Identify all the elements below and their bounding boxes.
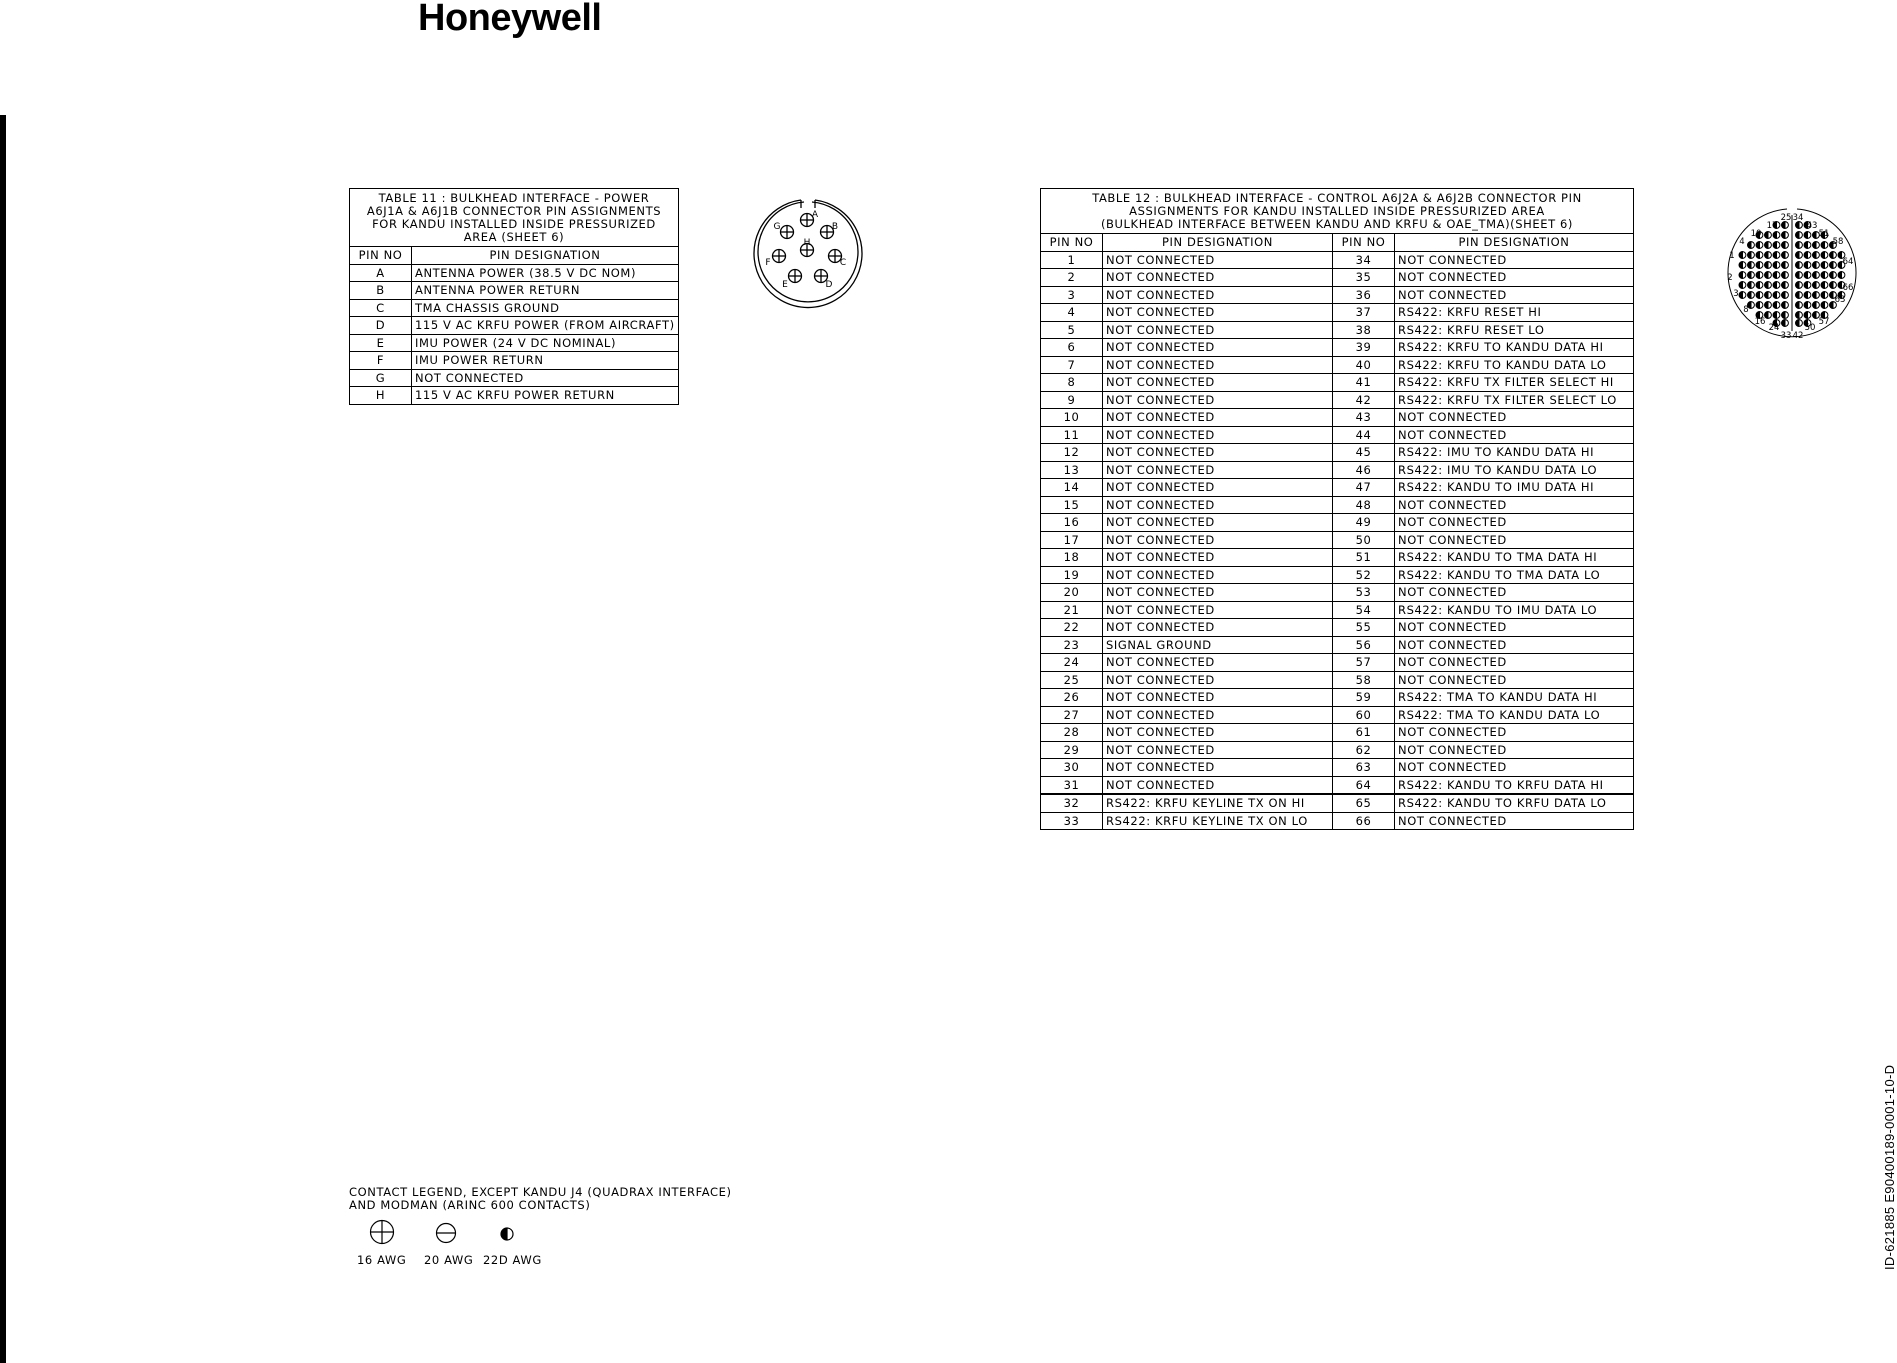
table-11-title: TABLE 11 : BULKHEAD INTERFACE - POWER A6J1A & A6J1B CONNECTOR PIN ASSIGNMENTS FOR KANDU INSTALLED INSIDE PRESSURIZED AREA (SHEET 6)	[350, 189, 679, 247]
pin-number: 50	[1333, 531, 1395, 549]
connector-pin	[789, 270, 802, 283]
table-row	[1041, 812, 1634, 830]
pin-number: 43	[1333, 409, 1395, 427]
pin-designation: ANTENNA POWER RETURN	[412, 282, 679, 300]
pin-label: 2	[1727, 273, 1733, 283]
pin-designation: NOT CONNECTED	[1395, 671, 1634, 689]
legend-label-16awg: 16 AWG	[357, 1253, 407, 1267]
pin-label: 16	[1754, 317, 1766, 327]
connector-key	[801, 200, 815, 208]
pin-label: 3	[1733, 289, 1739, 299]
table-row	[1041, 601, 1634, 619]
pin-designation: NOT CONNECTED	[1395, 409, 1634, 427]
circle-cross-icon	[369, 1219, 395, 1245]
pin-number: D	[350, 317, 412, 335]
pin-designation: 115 V AC KRFU POWER (FROM AIRCRAFT)	[412, 317, 679, 335]
pin-number: 27	[1041, 706, 1103, 724]
pin-number: 12	[1041, 444, 1103, 462]
pin-number: G	[350, 369, 412, 387]
table-11-power-pins	[349, 188, 679, 405]
table-row	[1041, 706, 1634, 724]
pin-designation: NOT CONNECTED	[1103, 549, 1333, 567]
pin-designation: RS422: KRFU KEYLINE TX ON LO	[1103, 812, 1333, 830]
pin-number: 13	[1041, 461, 1103, 479]
table-row	[1041, 339, 1634, 357]
pin-designation: SIGNAL GROUND	[1103, 636, 1333, 654]
pin-label: 33	[1780, 331, 1792, 341]
pin-designation: NOT CONNECTED	[1395, 584, 1634, 602]
table-row	[350, 264, 679, 282]
pin-number: H	[350, 387, 412, 405]
table-row	[1041, 654, 1634, 672]
pin-number: 44	[1333, 426, 1395, 444]
pin-designation: NOT CONNECTED	[1103, 654, 1333, 672]
table-row	[1041, 514, 1634, 532]
pin-label: 66	[1842, 283, 1854, 293]
pin-designation: NOT CONNECTED	[1103, 531, 1333, 549]
pin-label: 34	[1792, 213, 1804, 223]
column-header-pin-designation: PIN DESIGNATION	[1103, 234, 1333, 252]
pin-label: 58	[1832, 237, 1844, 247]
pin-label: 25	[1780, 213, 1792, 223]
pin-designation: NOT CONNECTED	[1103, 409, 1333, 427]
table-row	[1041, 461, 1634, 479]
pin-number: 7	[1041, 356, 1103, 374]
pin-number: 55	[1333, 619, 1395, 637]
pin-designation: RS422: KANDU TO IMU DATA LO	[1395, 601, 1634, 619]
table-row	[1041, 426, 1634, 444]
pin-designation: NOT CONNECTED	[1395, 741, 1634, 759]
pin-number: 47	[1333, 479, 1395, 497]
pin-number: 19	[1041, 566, 1103, 584]
pin-designation: NOT CONNECTED	[1103, 269, 1333, 287]
pin-label: 63	[1834, 295, 1846, 305]
legend-label-20awg: 20 AWG	[424, 1253, 474, 1267]
pin-designation: RS422: KRFU RESET HI	[1395, 304, 1634, 322]
table-row	[350, 369, 679, 387]
pin-label: 4	[1739, 237, 1745, 247]
connector-8-pin-diagram	[742, 186, 882, 316]
table-row	[1041, 584, 1634, 602]
pin-number: 61	[1333, 724, 1395, 742]
pin-designation: RS422: KANDU TO KRFU DATA LO	[1395, 794, 1634, 812]
pin-designation: RS422: KANDU TO IMU DATA HI	[1395, 479, 1634, 497]
pin-designation: NOT CONNECTED	[1103, 304, 1333, 322]
pin-number: 31	[1041, 776, 1103, 794]
pin-designation: NOT CONNECTED	[1395, 812, 1634, 830]
pin-designation: NOT CONNECTED	[412, 369, 679, 387]
pin-designation: RS422: IMU TO KANDU DATA LO	[1395, 461, 1634, 479]
pin-number: 49	[1333, 514, 1395, 532]
pin-designation: NOT CONNECTED	[1103, 444, 1333, 462]
pin-designation: NOT CONNECTED	[1395, 286, 1634, 304]
pin-number: 58	[1333, 671, 1395, 689]
pin-number: 34	[1333, 251, 1395, 269]
table-row	[1041, 496, 1634, 514]
pin-number: A	[350, 264, 412, 282]
pin-designation: NOT CONNECTED	[1395, 269, 1634, 287]
pin-designation: NOT CONNECTED	[1103, 356, 1333, 374]
pin-number: 5	[1041, 321, 1103, 339]
pin-designation: RS422: TMA TO KANDU DATA LO	[1395, 706, 1634, 724]
pin-number: 16	[1041, 514, 1103, 532]
pin-label: C	[839, 258, 847, 268]
column-header-pin-no: PIN NO	[350, 247, 412, 265]
pin-designation: RS422: KANDU TO TMA DATA LO	[1395, 566, 1634, 584]
pin-number: 35	[1333, 269, 1395, 287]
pin-label: F	[765, 258, 771, 268]
pin-number: 48	[1333, 496, 1395, 514]
table-row	[1041, 391, 1634, 409]
pin-number: 26	[1041, 689, 1103, 707]
pin-label: A	[811, 210, 819, 220]
pin-designation: NOT CONNECTED	[1103, 741, 1333, 759]
table-row	[1041, 374, 1634, 392]
pin-designation: NOT CONNECTED	[1103, 689, 1333, 707]
pin-number: 4	[1041, 304, 1103, 322]
pin-designation: IMU POWER (24 V DC NOMINAL)	[412, 334, 679, 352]
pin-label: 64	[1842, 257, 1854, 267]
pin-designation: NOT CONNECTED	[1103, 776, 1333, 794]
pin-number: 40	[1333, 356, 1395, 374]
pin-designation: NOT CONNECTED	[1103, 286, 1333, 304]
pin-designation: 115 V AC KRFU POWER RETURN	[412, 387, 679, 405]
table-row	[350, 352, 679, 370]
pin-number: 57	[1333, 654, 1395, 672]
pin-designation: NOT CONNECTED	[1395, 531, 1634, 549]
pin-designation: NOT CONNECTED	[1395, 636, 1634, 654]
table-row	[1041, 251, 1634, 269]
table-row	[1041, 759, 1634, 777]
pin-number: 64	[1333, 776, 1395, 794]
pin-label: B	[831, 222, 839, 232]
pin-label: 17	[1766, 221, 1778, 231]
contact-legend: CONTACT LEGEND, EXCEPT KANDU J4 (QUADRAX INTERFACE) AND MODMAN (ARINC 600 CONTACTS)	[349, 1185, 732, 1212]
pin-number: 39	[1333, 339, 1395, 357]
pin-designation: IMU POWER RETURN	[412, 352, 679, 370]
table-row	[1041, 619, 1634, 637]
document-id: ID-621885 E90400189-0001-10-D	[1882, 1064, 1897, 1270]
pin-designation: RS422: KANDU TO KRFU DATA HI	[1395, 776, 1634, 794]
pin-designation: NOT CONNECTED	[1103, 759, 1333, 777]
pin-designation: RS422: KRFU RESET LO	[1395, 321, 1634, 339]
pin-number: 38	[1333, 321, 1395, 339]
pin-number: 46	[1333, 461, 1395, 479]
pin-number: F	[350, 352, 412, 370]
pin-label: 57	[1818, 317, 1830, 327]
pin-number: 54	[1333, 601, 1395, 619]
page-left-border	[0, 115, 6, 1363]
table-row	[350, 282, 679, 300]
column-header-pin-no: PIN NO	[1041, 234, 1103, 252]
pin-number: 11	[1041, 426, 1103, 444]
table-row	[1041, 776, 1634, 794]
pin-designation: RS422: KRFU TO KANDU DATA LO	[1395, 356, 1634, 374]
table-row	[350, 387, 679, 405]
pin-number: 32	[1041, 794, 1103, 812]
table-row	[1041, 479, 1634, 497]
pin-number: 45	[1333, 444, 1395, 462]
connector-inner-ring	[758, 202, 858, 302]
pin-number: 41	[1333, 374, 1395, 392]
pin-designation: RS422: TMA TO KANDU DATA HI	[1395, 689, 1634, 707]
pin-number: E	[350, 334, 412, 352]
table-row	[1041, 321, 1634, 339]
pin-number: 53	[1333, 584, 1395, 602]
table-12-title: TABLE 12 : BULKHEAD INTERFACE - CONTROL A6J2A & A6J2B CONNECTOR PIN ASSIGNMENTS FOR KANDU INSTALLED INSIDE PRESSURIZED AREA (BULKHEAD INTERFACE BETWEEN KANDU AND KRFU & OAE_TMA)(SHEET 6)	[1041, 189, 1634, 234]
connector-pin	[773, 250, 786, 263]
pin-number: 23	[1041, 636, 1103, 654]
pin-number: 18	[1041, 549, 1103, 567]
pin-number: 14	[1041, 479, 1103, 497]
pin-designation: NOT CONNECTED	[1103, 584, 1333, 602]
pin-designation: NOT CONNECTED	[1103, 706, 1333, 724]
honeywell-logo: Honeywell	[418, 0, 602, 39]
pin-number: 20	[1041, 584, 1103, 602]
circle-bar-icon	[435, 1222, 457, 1244]
pin-number: 10	[1041, 409, 1103, 427]
table-row	[1041, 794, 1634, 812]
pin-designation: NOT CONNECTED	[1103, 671, 1333, 689]
table-row	[1041, 724, 1634, 742]
table-row	[350, 334, 679, 352]
pin-label: 43	[1806, 221, 1818, 231]
pin-designation: NOT CONNECTED	[1103, 724, 1333, 742]
pin-label: D	[825, 280, 833, 290]
table-row	[1041, 636, 1634, 654]
pin-label: 8	[1743, 305, 1749, 315]
pin-designation: NOT CONNECTED	[1103, 496, 1333, 514]
pin-designation: NOT CONNECTED	[1103, 514, 1333, 532]
pin-number: 56	[1333, 636, 1395, 654]
pin-designation: RS422: KRFU TX FILTER SELECT LO	[1395, 391, 1634, 409]
table-row	[1041, 531, 1634, 549]
pin-number: 65	[1333, 794, 1395, 812]
table-row	[1041, 286, 1634, 304]
pin-number: 33	[1041, 812, 1103, 830]
table-row	[1041, 356, 1634, 374]
pin-designation: RS422: KRFU KEYLINE TX ON HI	[1103, 794, 1333, 812]
pin-designation: NOT CONNECTED	[1103, 391, 1333, 409]
pin-designation: NOT CONNECTED	[1395, 759, 1634, 777]
table-row	[1041, 741, 1634, 759]
pin-designation: NOT CONNECTED	[1395, 514, 1634, 532]
pin-number: 8	[1041, 374, 1103, 392]
table-row	[1041, 671, 1634, 689]
pin-label: G	[773, 222, 781, 232]
pin-label: 10	[1750, 229, 1762, 239]
pin-number: 29	[1041, 741, 1103, 759]
pin-designation: NOT CONNECTED	[1103, 479, 1333, 497]
connector-pin	[781, 226, 794, 239]
pin-label: 42	[1792, 331, 1804, 341]
column-header-pin-designation: PIN DESIGNATION	[412, 247, 679, 265]
pin-designation: NOT CONNECTED	[1103, 374, 1333, 392]
pin-number: 62	[1333, 741, 1395, 759]
pin-designation: RS422: KRFU TX FILTER SELECT HI	[1395, 374, 1634, 392]
table-row	[1041, 549, 1634, 567]
column-header-pin-no-2: PIN NO	[1333, 234, 1395, 252]
pin-designation: NOT CONNECTED	[1103, 321, 1333, 339]
pin-number: 28	[1041, 724, 1103, 742]
column-header-pin-designation-2: PIN DESIGNATION	[1395, 234, 1634, 252]
pin-designation: NOT CONNECTED	[1395, 724, 1634, 742]
connector-66-pin-diagram	[1712, 198, 1872, 348]
pin-label: 51	[1818, 229, 1830, 239]
pin-number: 2	[1041, 269, 1103, 287]
circle-half-icon	[499, 1226, 515, 1242]
pin-designation: RS422: IMU TO KANDU DATA HI	[1395, 444, 1634, 462]
pin-designation: NOT CONNECTED	[1103, 619, 1333, 637]
pin-number: 37	[1333, 304, 1395, 322]
pin-number: 1	[1041, 251, 1103, 269]
pin-number: 25	[1041, 671, 1103, 689]
table-12-control-pins	[1040, 188, 1634, 830]
pin-number: C	[350, 299, 412, 317]
connector-shell	[754, 200, 862, 308]
pin-number: 22	[1041, 619, 1103, 637]
pin-designation: RS422: KRFU TO KANDU DATA HI	[1395, 339, 1634, 357]
pin-designation: NOT CONNECTED	[1395, 654, 1634, 672]
pin-number: 52	[1333, 566, 1395, 584]
pin-designation: NOT CONNECTED	[1103, 426, 1333, 444]
table-row	[1041, 304, 1634, 322]
pin-number: B	[350, 282, 412, 300]
pin-number: 60	[1333, 706, 1395, 724]
table-row	[1041, 566, 1634, 584]
pin-number: 6	[1041, 339, 1103, 357]
pin-designation: NOT CONNECTED	[1103, 251, 1333, 269]
pin-number: 15	[1041, 496, 1103, 514]
pin-designation: NOT CONNECTED	[1395, 619, 1634, 637]
pin-label: 1	[1729, 251, 1735, 261]
pin-number: 21	[1041, 601, 1103, 619]
pin-designation: NOT CONNECTED	[1395, 426, 1634, 444]
pin-number: 30	[1041, 759, 1103, 777]
pin-designation: TMA CHASSIS GROUND	[412, 299, 679, 317]
pin-label: 50	[1804, 323, 1816, 333]
pin-designation: NOT CONNECTED	[1103, 339, 1333, 357]
pin-designation: NOT CONNECTED	[1103, 601, 1333, 619]
pin-designation: NOT CONNECTED	[1103, 461, 1333, 479]
pin-number: 42	[1333, 391, 1395, 409]
pin-designation: RS422: KANDU TO TMA DATA HI	[1395, 549, 1634, 567]
table-row	[1041, 269, 1634, 287]
pin-number: 24	[1041, 654, 1103, 672]
pin-number: 63	[1333, 759, 1395, 777]
table-row	[350, 299, 679, 317]
pin-number: 9	[1041, 391, 1103, 409]
pin-label: E	[782, 280, 788, 290]
pin-number: 3	[1041, 286, 1103, 304]
pin-number: 36	[1333, 286, 1395, 304]
pin-number: 59	[1333, 689, 1395, 707]
table-row	[1041, 689, 1634, 707]
pin-number: 51	[1333, 549, 1395, 567]
pin-number: 17	[1041, 531, 1103, 549]
pin-number: 66	[1333, 812, 1395, 830]
table-row	[350, 317, 679, 335]
table-row	[1041, 444, 1634, 462]
table-row	[1041, 409, 1634, 427]
pin-designation: ANTENNA POWER (38.5 V DC NOM)	[412, 264, 679, 282]
pin-designation: NOT CONNECTED	[1103, 566, 1333, 584]
pin-designation: NOT CONNECTED	[1395, 251, 1634, 269]
pin-designation: NOT CONNECTED	[1395, 496, 1634, 514]
pin-label: H	[803, 238, 811, 248]
legend-label-22dawg: 22D AWG	[483, 1253, 542, 1267]
pin-label: 24	[1768, 323, 1780, 333]
